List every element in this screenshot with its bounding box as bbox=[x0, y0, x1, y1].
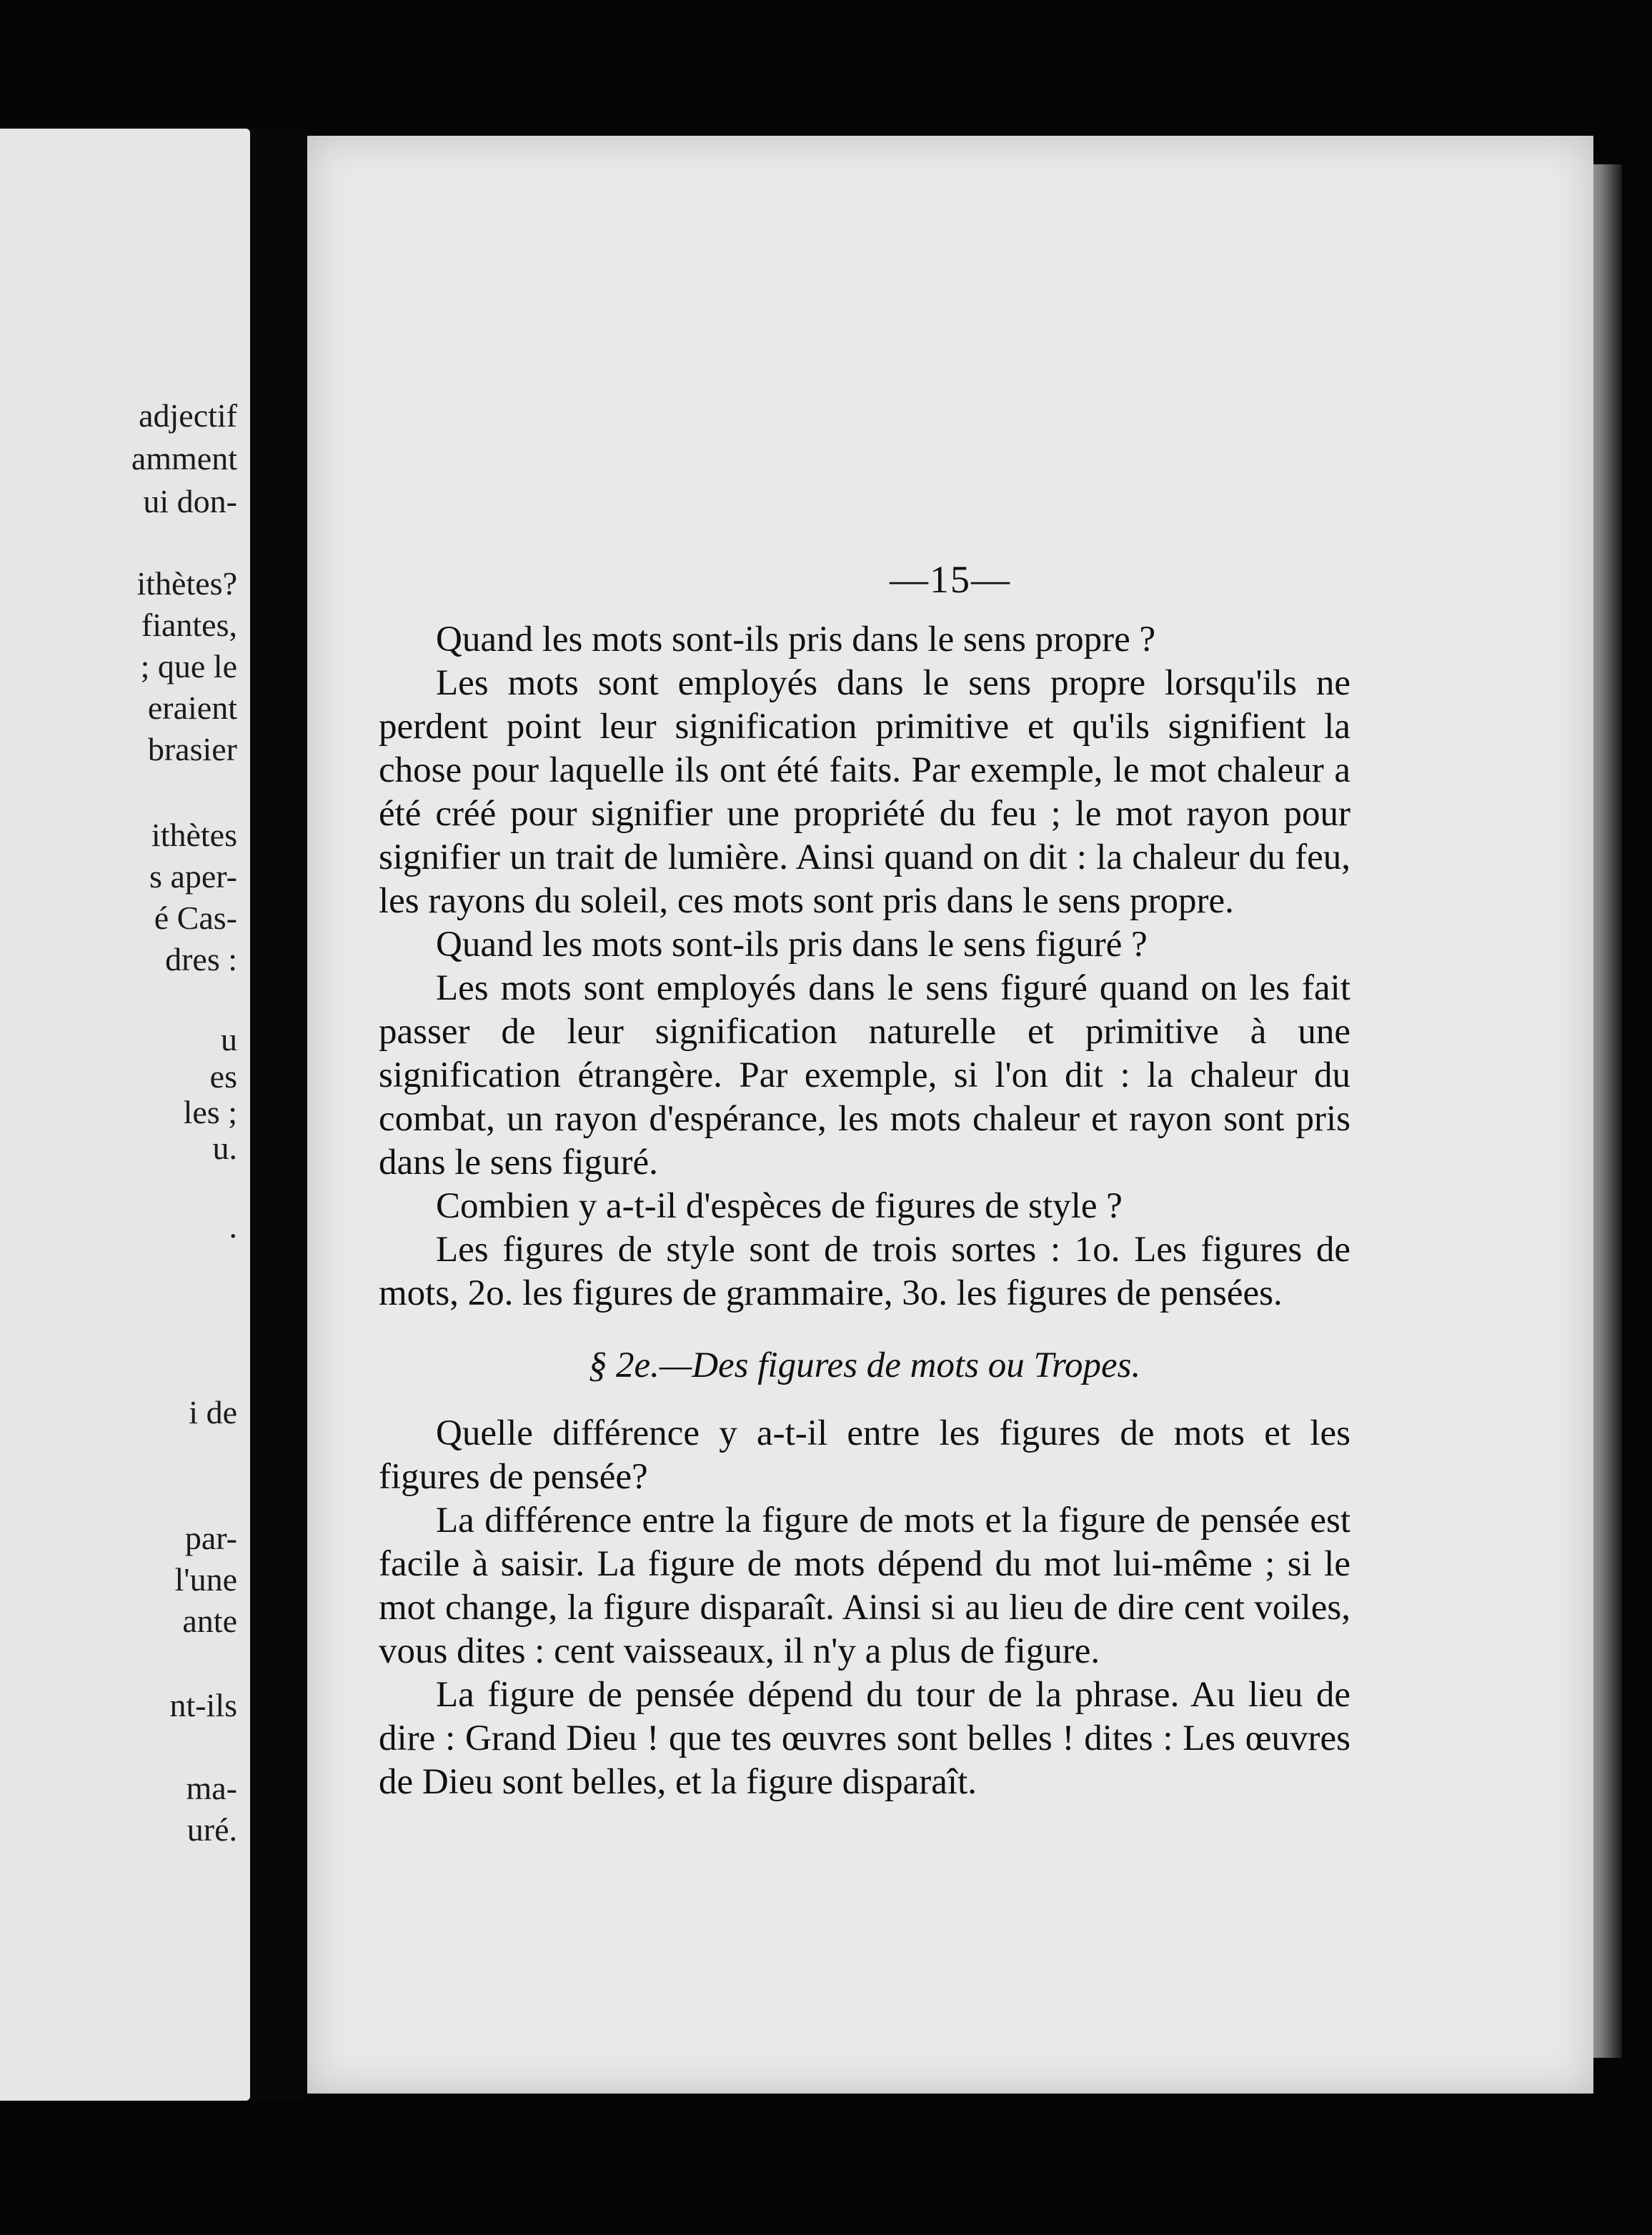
previous-page-text-fragment: adjectif bbox=[139, 397, 237, 434]
previous-page-text-fragment: ; que le bbox=[140, 648, 237, 685]
previous-page-text-fragment: é Cas- bbox=[154, 900, 237, 936]
previous-page-text-fragment: u bbox=[221, 1021, 237, 1057]
question-paragraph: Quelle différence y a-t-il entre les figures de mots et les figures de pensée? bbox=[379, 1413, 1350, 1497]
page-body bbox=[379, 618, 1350, 1804]
question-paragraph: Quand les mots sont-ils pris dans le sens figuré ? bbox=[436, 925, 1148, 965]
book-page bbox=[307, 136, 1593, 2094]
page-gutter bbox=[250, 129, 307, 2101]
previous-page-text-fragment: brasier bbox=[147, 731, 237, 767]
section-heading: § 2e.—Des figures de mots ou Tropes. bbox=[588, 1345, 1141, 1385]
previous-page-text-fragment: fiantes, bbox=[141, 607, 237, 643]
previous-page-text-fragment: dres : bbox=[165, 941, 237, 977]
previous-page-text-fragment: ui don- bbox=[143, 483, 237, 519]
previous-page-text-fragment: ithètes bbox=[151, 817, 237, 853]
previous-page-text-fragment: les ; bbox=[183, 1094, 237, 1130]
question-paragraph: Combien y a-t-il d'espèces de figures de style ? bbox=[436, 1186, 1123, 1226]
previous-page-text-fragment: es bbox=[209, 1058, 237, 1095]
previous-page-text-fragment: u. bbox=[212, 1130, 237, 1166]
answer-paragraph: La figure de pensée dépend du tour de la phrase. Au lieu de dire : Grand Dieu ! que tes œuvres sont belles ! dites : Les œuvres de Dieu sont belles, et la figure disparaît. bbox=[379, 1675, 1350, 1802]
page-number: —15— bbox=[890, 558, 1011, 601]
answer-paragraph: La différence entre la figure de mots et la figure de pensée est facile à saisir. La figure de mots dépend du mot lui-même ; si le mot change, la figure disparaît. Ainsi si au lieu de dire cent voiles, vous dites : cent vaisseaux, il n'y a plus de figure. bbox=[379, 1500, 1350, 1671]
previous-page-text-fragment: ithètes? bbox=[136, 565, 237, 602]
previous-page-text-fragment: amment bbox=[131, 440, 237, 477]
previous-page-text-fragment: i de bbox=[189, 1394, 237, 1430]
previous-page-text-fragment: ante bbox=[182, 1603, 237, 1639]
previous-page-text-fragment: nt-ils bbox=[169, 1687, 237, 1723]
previous-page-text-fragment: par- bbox=[184, 1520, 237, 1556]
previous-page-text-fragment: uré. bbox=[186, 1811, 237, 1848]
previous-page-fragment bbox=[0, 129, 250, 2101]
answer-paragraph: Les mots sont employés dans le sens figuré quand on les fait passer de leur signification naturelle et primitive à une signification étrangère. Par exemple, si l'on dit : la chaleur du combat, un rayon d'espérance, les mots chaleur et rayon sont pris dans le sens figuré. bbox=[379, 968, 1350, 1183]
previous-page-text-fragment: ma- bbox=[186, 1770, 237, 1806]
answer-paragraph: Les figures de style sont de trois sortes : 1o. Les figures de mots, 2o. les figures de grammaire, 3o. les figures de pensées. bbox=[379, 1230, 1350, 1313]
question-paragraph: Quand les mots sont-ils pris dans le sens propre ? bbox=[436, 619, 1156, 659]
previous-page-text-fragment: eraient bbox=[147, 690, 237, 726]
previous-page-text-fragment: l'une bbox=[174, 1561, 237, 1598]
previous-page-text-fragment: s aper- bbox=[149, 858, 237, 895]
answer-paragraph: Les mots sont employés dans le sens propre lorsqu'ils ne perdent point leur signification primitive et qu'ils signifient la chose pour laquelle ils ont été faits. Par exemple, le mot chaleur a été créé pour signifier une propriété du feu ; le mot rayon pour signifier un trait de lumière. Ainsi quand on dit : la chaleur du feu, les rayons du soleil, ces mots sont pris dans le sens propre. bbox=[379, 663, 1350, 921]
previous-page-text-fragment: . bbox=[229, 1208, 237, 1245]
